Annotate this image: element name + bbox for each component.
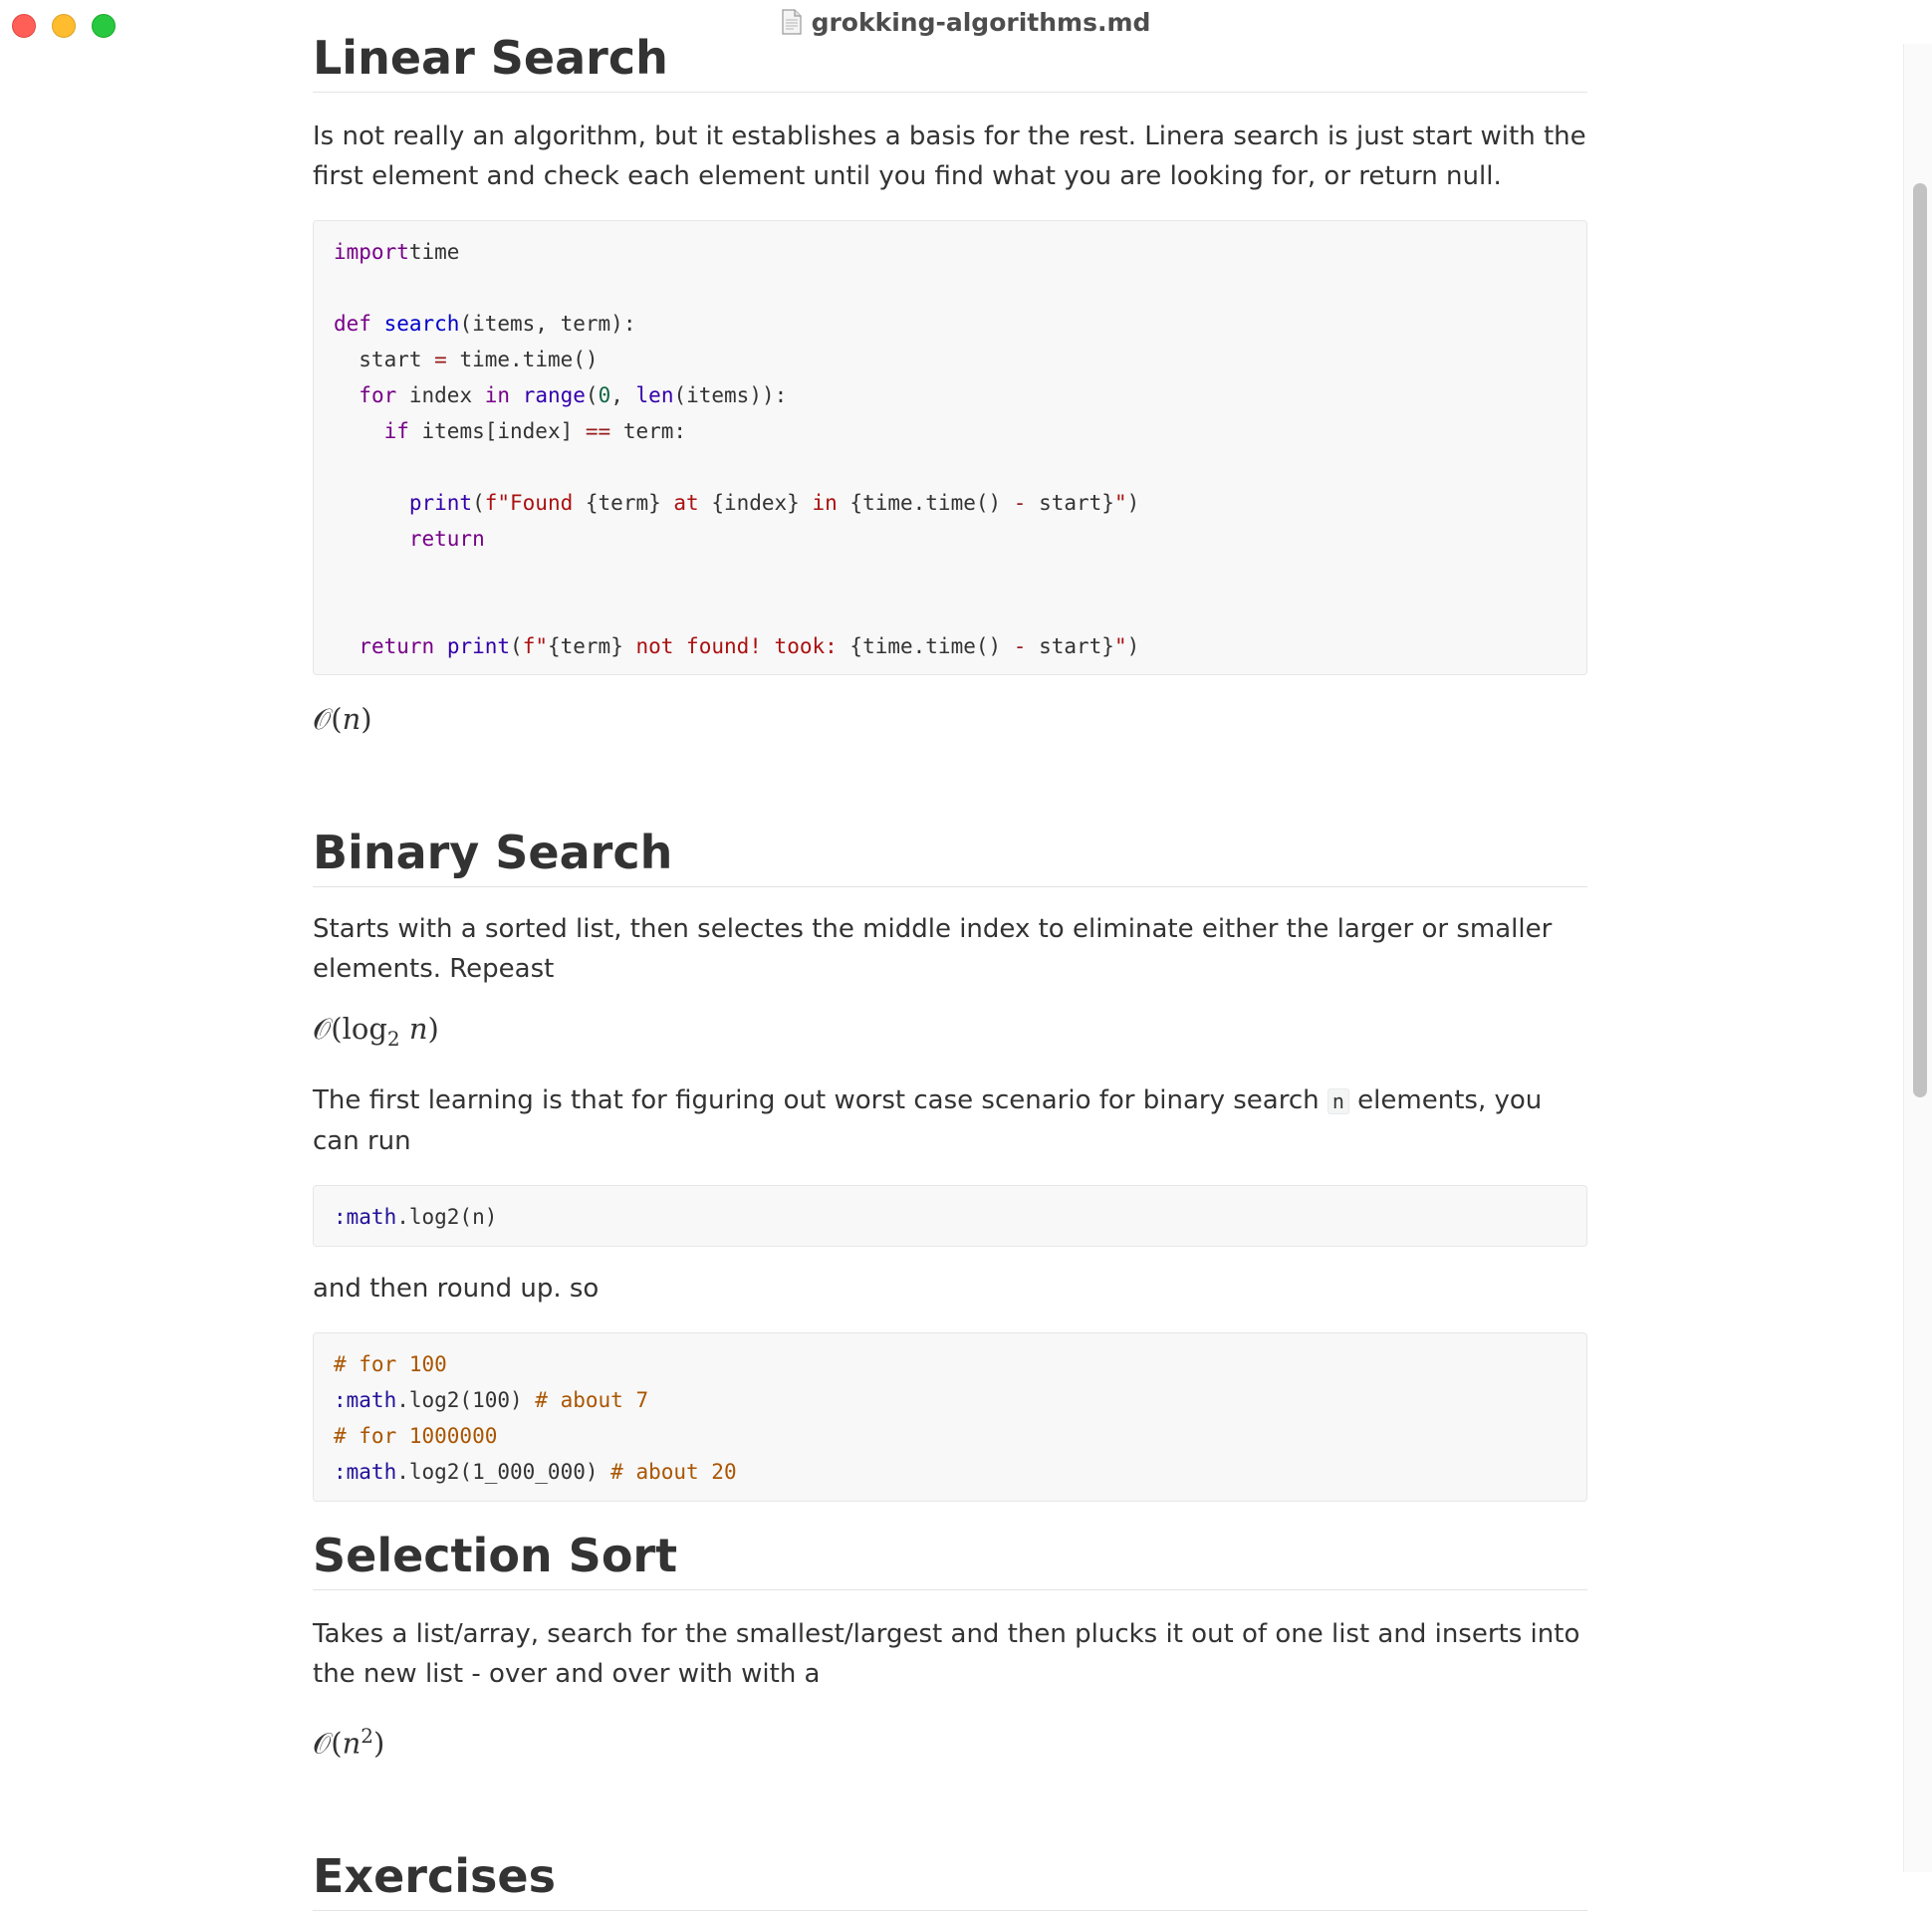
code-token: search (383, 312, 460, 336)
code-token: " (1113, 634, 1127, 658)
binary-complexity-sub: 2 (386, 1026, 400, 1051)
code-token: start (334, 348, 435, 371)
code-token: f" (522, 634, 548, 658)
code-token: (items)): (673, 383, 788, 407)
linear-complexity-suffix: ) (361, 702, 372, 736)
selection-complexity-var: n (342, 1726, 362, 1761)
code-line (334, 306, 1567, 342)
code-line (334, 342, 1567, 377)
code-token: start} (1026, 491, 1114, 515)
selection-complexity-sup: 2 (361, 1723, 374, 1748)
code-line (334, 413, 1567, 449)
code-token: ) (1126, 491, 1140, 515)
code-token (334, 527, 409, 551)
code-token: import (334, 240, 409, 264)
code-token (434, 634, 447, 658)
code-token (334, 383, 359, 407)
code-token: , (610, 383, 636, 407)
code-line (334, 449, 1567, 485)
code-line (334, 557, 1567, 593)
code-line (334, 1454, 1567, 1490)
code-token: # for 1000000 (334, 1423, 498, 1448)
code-token: return (408, 527, 485, 551)
code-token: return (359, 634, 435, 658)
linear-search-paragraph: Is not really an algorithm, but it establishes a basis for the rest. Linera search is just start with the first element and check each element until you find what you are looking for, or return null. (313, 121, 1586, 191)
code-token: {term} (585, 491, 661, 515)
binary-complexity (313, 1009, 1587, 1059)
code-line (334, 377, 1567, 413)
linear-complexity-prefix: 𝒪( (313, 702, 343, 736)
code-line (334, 485, 1567, 521)
code-token: " (1113, 491, 1127, 515)
code-token: for (359, 383, 397, 407)
binary-complexity-prefix: 𝒪(log (313, 1012, 387, 1046)
code-token: .log2(1_000_000) (396, 1459, 611, 1484)
code-token: term: (610, 419, 687, 443)
code-token (334, 491, 409, 515)
selection-complexity-prefix: 𝒪( (313, 1726, 343, 1761)
code-token: if (383, 419, 409, 443)
code-token: {index} (711, 491, 800, 515)
binary-complexity-suffix: ) (427, 1012, 439, 1046)
code-token: index (396, 383, 485, 407)
heading-linear-search: Linear Search (313, 28, 1587, 93)
code-line (334, 1346, 1567, 1382)
code-token: .log2(100) (396, 1387, 536, 1412)
code-token: (items, term): (459, 312, 636, 336)
heading-exercises: Exercises (313, 1846, 1587, 1911)
code-token: {time.time() (849, 634, 1014, 658)
code-token: - (1013, 491, 1027, 515)
code-token: time.time() (446, 348, 599, 371)
code-token: at (660, 491, 712, 515)
learning-text-before: The first learning is that for figuring out worst case scenario for binary search (313, 1084, 1328, 1115)
log2-examples-code-block[interactable] (313, 1332, 1587, 1502)
code-token: in (799, 491, 850, 515)
code-token: in (484, 383, 511, 407)
code-token: # about 7 (535, 1387, 649, 1412)
code-token: f"Found (484, 491, 586, 515)
code-line (334, 270, 1567, 306)
code-line (334, 521, 1567, 557)
code-token: ( (585, 383, 599, 407)
code-token: ( (472, 491, 485, 515)
code-token (510, 383, 523, 407)
selection-complexity (313, 1716, 1587, 1764)
scrollbar-thumb[interactable] (1913, 183, 1927, 1097)
code-token (334, 634, 359, 658)
code-line (334, 593, 1567, 628)
code-token: == (585, 419, 611, 443)
code-line (334, 1382, 1567, 1418)
code-token: start} (1026, 634, 1114, 658)
code-line (334, 1418, 1567, 1454)
code-token: print (408, 491, 473, 515)
vertical-scrollbar[interactable] (1903, 44, 1932, 1872)
heading-binary-search: Binary Search (313, 823, 1587, 887)
code-token: .log2(n) (396, 1204, 498, 1229)
code-token: items[index] (408, 419, 586, 443)
binary-learning-paragraph (313, 1080, 1587, 1161)
code-token: range (522, 383, 586, 407)
code-line (334, 234, 1567, 270)
code-token: ) (1126, 634, 1140, 658)
window-title-text: grokking-algorithms.md (811, 8, 1151, 37)
inline-code-n: n (1328, 1088, 1349, 1114)
code-token: {time.time() (849, 491, 1014, 515)
code-token: # for 100 (334, 1351, 447, 1376)
code-token (371, 312, 384, 336)
markdown-preview (313, 28, 1587, 1911)
round-up-paragraph: and then round up. so (313, 1273, 600, 1304)
heading-selection-sort: Selection Sort (313, 1526, 1587, 1590)
code-token: :math (334, 1387, 397, 1412)
linear-complexity-var: n (342, 702, 362, 736)
log2-code-block[interactable] (313, 1185, 1587, 1247)
code-token: = (434, 348, 447, 371)
code-token: :math (334, 1204, 397, 1229)
binary-complexity-var: n (408, 1012, 428, 1046)
linear-search-code-block[interactable] (313, 220, 1587, 675)
code-token: def (334, 312, 371, 336)
code-line (334, 1199, 1567, 1235)
code-token: not found! took: (622, 634, 850, 658)
code-line (334, 628, 1567, 664)
linear-complexity (313, 699, 1587, 739)
code-token: ( (510, 634, 523, 658)
code-token: {term} (547, 634, 623, 658)
code-token: print (446, 634, 511, 658)
code-token: time (408, 240, 460, 264)
code-token: :math (334, 1459, 397, 1484)
binary-search-paragraph: Starts with a sorted list, then selectes the middle index to eliminate either the larger or smaller elements. Repeast (313, 914, 1553, 984)
selection-sort-paragraph: Takes a list/array, search for the smallest/largest and then plucks it out of one list and inserts into the new list - over and over with with a (313, 1618, 1580, 1689)
code-token: len (635, 383, 674, 407)
code-token: - (1013, 634, 1027, 658)
code-token: 0 (598, 383, 611, 407)
selection-complexity-suffix: ) (373, 1726, 385, 1761)
code-token (334, 419, 384, 443)
code-token: # about 20 (610, 1459, 737, 1484)
learning-text-after: elements, you can run (313, 1084, 1543, 1156)
